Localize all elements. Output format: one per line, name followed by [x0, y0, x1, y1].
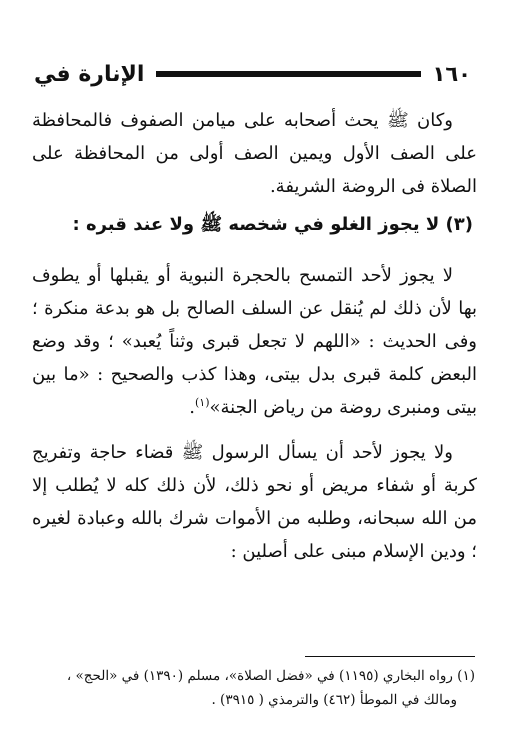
footnote-rule — [305, 656, 475, 657]
body-text — [32, 104, 477, 568]
section-spacer — [32, 247, 477, 259]
running-title: الإنارة في — [34, 61, 145, 87]
paragraph-spacer — [32, 424, 477, 436]
footnote-line-2: ومالك في الموطأ (٤٦٢) والترمذي ( ٣٩١٥) . — [211, 692, 457, 708]
page-header — [34, 58, 471, 90]
header-rule — [156, 71, 420, 77]
section-heading: (٣) لا يجوز الغلو في شخصه ﷺ ولا عند قبره : — [72, 214, 473, 235]
paragraph-hujra-text: لا يجوز لأحد التمسح بالحجرة النبوية أو يقبلها أو يطوف بها لأن ذلك لم يُنقل عن السلف الصالح بل هو بدعة منكرة ؛ وفى الحديث : «اللهم لا تجعل قبرى وثناً يُعبد» ؛ وقد وضع البعض كلمة قبرى بدل بيتى، وهذا كذب والصحيح : «ما بين بيتى ومنبرى روضة من رياض الجنة» — [32, 265, 477, 418]
footnotes — [32, 664, 475, 712]
paragraph-sual: ولا يجوز لأحد أن يسأل الرسول ﷺ قضاء حاجة وتفريج كربة أو شفاء مريض أو نحو ذلك، لأن ذلك كله لا يُطلب إلا من الله سبحانه، وطلبه من الأموات شرك بالله وعبادة لغيره ؛ ودين الإسلام مبنى على أصلين : — [32, 442, 477, 562]
footnote-reference: (١) — [194, 396, 210, 409]
paragraph-saf: وكان ﷺ يحث أصحابه على ميامن الصفوف فالمحافظة على الصف الأول ويمين الصف أولى من المحافظة على الصلاة فى الروضة الشريفة. — [32, 110, 477, 197]
paragraph-hujra — [32, 259, 477, 424]
page-number: ١٦٠ — [432, 62, 471, 86]
paragraph-hujra-end: . — [189, 397, 195, 418]
footnote-line-1: (١) رواه البخاري (١١٩٥) في «فضل الصلاة»، مسلم (١٣٩٠) في «الحج» ، — [66, 668, 475, 684]
